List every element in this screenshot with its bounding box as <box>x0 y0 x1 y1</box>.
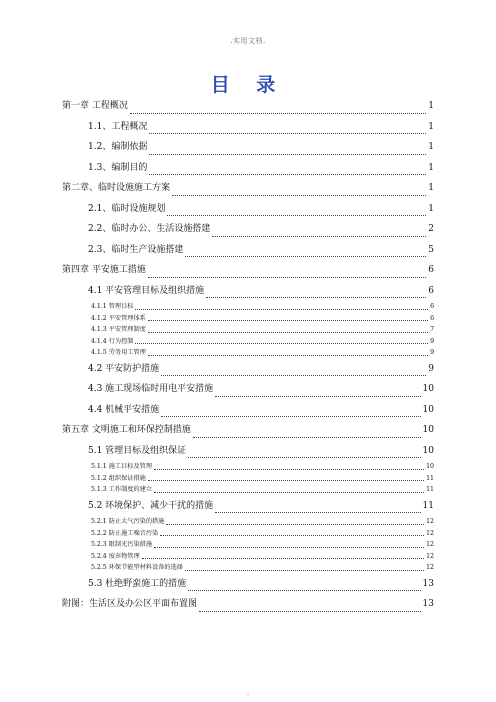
toc-entry-title: 4.1.4 行为控制 <box>91 337 134 345</box>
toc-entry-page-number: 6 <box>430 314 434 322</box>
toc-leader-dots <box>161 374 426 376</box>
toc-leader-dots <box>154 546 424 548</box>
toc-leader-dots <box>160 534 424 536</box>
toc-entry-page-number: 10 <box>422 425 434 435</box>
toc-entry[interactable] <box>62 117 434 138</box>
toc-leader-dots <box>148 331 428 333</box>
toc-entry-title: 5.3 杜绝野蛮施工的措施 <box>88 578 187 589</box>
toc-entry-title: 5.2.4 废弃物管理 <box>91 552 140 560</box>
toc-entry-title: 5.1 管理目标及组织保证 <box>88 445 187 456</box>
toc-entry-title: 4.2 平安防护措施 <box>88 363 160 374</box>
toc-entry[interactable] <box>62 594 434 615</box>
toc-entry-page-number: 10 <box>422 445 434 456</box>
toc-leader-dots <box>193 436 421 438</box>
page-title: 目 录 <box>210 74 286 96</box>
table-of-contents <box>62 96 434 615</box>
toc-leader-dots <box>148 319 428 321</box>
toc-entry[interactable] <box>62 281 434 302</box>
page-header-note: .实用文档. <box>230 37 266 45</box>
toc-entry-page-number: 11 <box>422 500 434 511</box>
toc-entry-page-number: 7 <box>430 326 434 333</box>
toc-entry[interactable] <box>62 178 434 199</box>
toc-entry[interactable] <box>62 359 434 380</box>
toc-leader-dots <box>135 308 428 310</box>
toc-leader-dots <box>135 342 428 344</box>
toc-entry-page-number: 6 <box>428 265 434 275</box>
toc-entry[interactable] <box>62 260 434 281</box>
toc-entry-page-number: 10 <box>422 384 434 394</box>
toc-entry-title: 2.2、临时办公、生活设施搭建 <box>88 224 211 234</box>
toc-entry-title: 5.2.3 限制光污染措施 <box>91 541 153 548</box>
toc-leader-dots <box>161 415 420 417</box>
toc-entry-page-number: 9 <box>430 337 434 345</box>
toc-entry-title: 5.1.2 组织保证措施 <box>91 474 146 482</box>
toc-entry-page-number: 1 <box>428 142 434 152</box>
toc-entry-title: 5.2 环境保护、减少干扰的措施 <box>88 500 214 511</box>
toc-entry-page-number: 12 <box>426 529 434 537</box>
toc-entry[interactable] <box>62 516 434 528</box>
toc-entry-page-number: 11 <box>426 474 434 482</box>
toc-leader-dots <box>188 456 420 458</box>
toc-entry[interactable] <box>62 199 434 220</box>
toc-leader-dots <box>188 589 420 591</box>
toc-entry-page-number: 11 <box>426 486 434 493</box>
toc-entry[interactable] <box>62 379 434 400</box>
toc-entry-page-number: 10 <box>422 404 434 415</box>
toc-entry[interactable] <box>62 240 434 261</box>
toc-entry-page-number: 10 <box>426 463 434 470</box>
toc-entry-title: 1.3、编制目的 <box>88 162 148 173</box>
toc-entry-title: 5.2.5 环保节能型材料设备的选择 <box>91 564 183 571</box>
toc-entry-title: 附图：生活区及办公区平面布置图 <box>62 599 198 609</box>
toc-leader-dots <box>154 468 424 470</box>
toc-entry-page-number: 2 <box>428 224 434 234</box>
toc-leader-dots <box>167 214 426 216</box>
toc-leader-dots <box>215 511 420 513</box>
toc-entry[interactable] <box>62 313 434 325</box>
toc-entry[interactable] <box>62 574 434 595</box>
toc-entry-title: 第一章 工程概况 <box>62 101 128 111</box>
toc-leader-dots <box>149 173 426 175</box>
toc-entry[interactable] <box>62 219 434 240</box>
toc-entry-title: 4.1.1 管理目标 <box>91 303 134 310</box>
toc-leader-dots <box>215 395 420 397</box>
toc-entry-page-number: 6 <box>428 285 434 296</box>
page-footer-mark: . <box>246 688 250 697</box>
toc-entry-title: 第五章 文明施工和环保控制措施 <box>62 425 191 435</box>
toc-entry-page-number: 6 <box>430 303 434 310</box>
toc-entry-page-number: 1 <box>428 203 434 214</box>
toc-entry-title: 2.3、临时生产设施搭建 <box>88 244 184 255</box>
toc-entry[interactable] <box>62 441 434 462</box>
toc-entry[interactable] <box>62 336 434 348</box>
toc-leader-dots <box>199 610 421 612</box>
toc-entry[interactable] <box>62 496 434 517</box>
toc-leader-dots <box>166 523 424 525</box>
toc-entry[interactable] <box>62 562 434 574</box>
toc-entry[interactable] <box>62 551 434 563</box>
toc-entry-title: 4.1.3 平安管理制度 <box>91 326 146 333</box>
toc-entry-page-number: 1 <box>428 162 434 173</box>
toc-entry[interactable] <box>62 484 434 496</box>
toc-entry-title: 4.1 平安管理目标及组织措施 <box>88 285 205 296</box>
toc-entry[interactable] <box>62 301 434 313</box>
toc-entry-title: 4.1.2 平安管理体系 <box>91 314 146 322</box>
toc-leader-dots <box>148 354 428 356</box>
toc-entry-title: 5.2.2 防止施工噪音污染 <box>91 529 159 537</box>
toc-leader-dots <box>142 557 424 559</box>
toc-leader-dots <box>185 255 426 257</box>
toc-entry-title: 5.1.1 施工目标及管理 <box>91 463 153 470</box>
toc-leader-dots <box>148 276 426 278</box>
toc-leader-dots <box>212 235 426 237</box>
toc-entry-title: 4.4 机械平安措施 <box>88 404 160 415</box>
toc-entry-title: 4.1.5 劳务用工管理 <box>91 349 146 356</box>
toc-entry-title: 第四章 平安施工措施 <box>62 265 146 275</box>
toc-leader-dots <box>206 296 426 298</box>
toc-leader-dots <box>185 569 424 571</box>
toc-entry[interactable] <box>62 473 434 485</box>
toc-entry-page-number: 5 <box>428 244 434 255</box>
toc-entry-page-number: 12 <box>426 541 434 548</box>
toc-entry-page-number: 1 <box>428 183 434 193</box>
toc-entry[interactable] <box>62 539 434 551</box>
toc-entry-page-number: 13 <box>422 599 434 609</box>
toc-entry-title: 5.1.3 工作制度的建立 <box>91 486 153 493</box>
toc-entry[interactable] <box>62 96 434 117</box>
toc-leader-dots <box>172 194 426 196</box>
toc-entry-page-number: 13 <box>422 578 434 589</box>
toc-entry-page-number: 9 <box>430 349 434 356</box>
toc-leader-dots <box>130 112 426 114</box>
toc-entry-title: 2.1、临时设施规划 <box>88 203 166 214</box>
toc-leader-dots <box>148 479 424 481</box>
toc-entry-page-number: 1 <box>428 121 434 132</box>
toc-entry[interactable] <box>62 528 434 540</box>
toc-entry-page-number: 12 <box>426 518 434 525</box>
toc-leader-dots <box>154 491 424 493</box>
toc-entry-title: 1.2、编制依据 <box>88 142 148 152</box>
toc-entry-title: 第二章、临时设施施工方案 <box>62 183 171 193</box>
toc-entry-page-number: 12 <box>426 564 434 571</box>
toc-entry-page-number: 9 <box>428 363 434 374</box>
toc-entry[interactable] <box>62 158 434 179</box>
toc-leader-dots <box>149 132 426 134</box>
toc-entry[interactable] <box>62 420 434 441</box>
toc-entry-page-number: 12 <box>426 552 434 560</box>
toc-entry[interactable] <box>62 347 434 359</box>
toc-entry[interactable] <box>62 461 434 473</box>
toc-leader-dots <box>149 153 426 155</box>
toc-entry-title: 1.1、工程概况 <box>88 121 148 132</box>
toc-entry[interactable] <box>62 400 434 421</box>
toc-entry[interactable] <box>62 324 434 336</box>
toc-entry-page-number: 1 <box>428 101 434 111</box>
toc-entry[interactable] <box>62 137 434 158</box>
toc-entry-title: 5.2.1 防止大气污染的措施 <box>91 518 165 525</box>
toc-entry-title: 4.3 施工现场临时用电平安措施 <box>88 384 214 394</box>
